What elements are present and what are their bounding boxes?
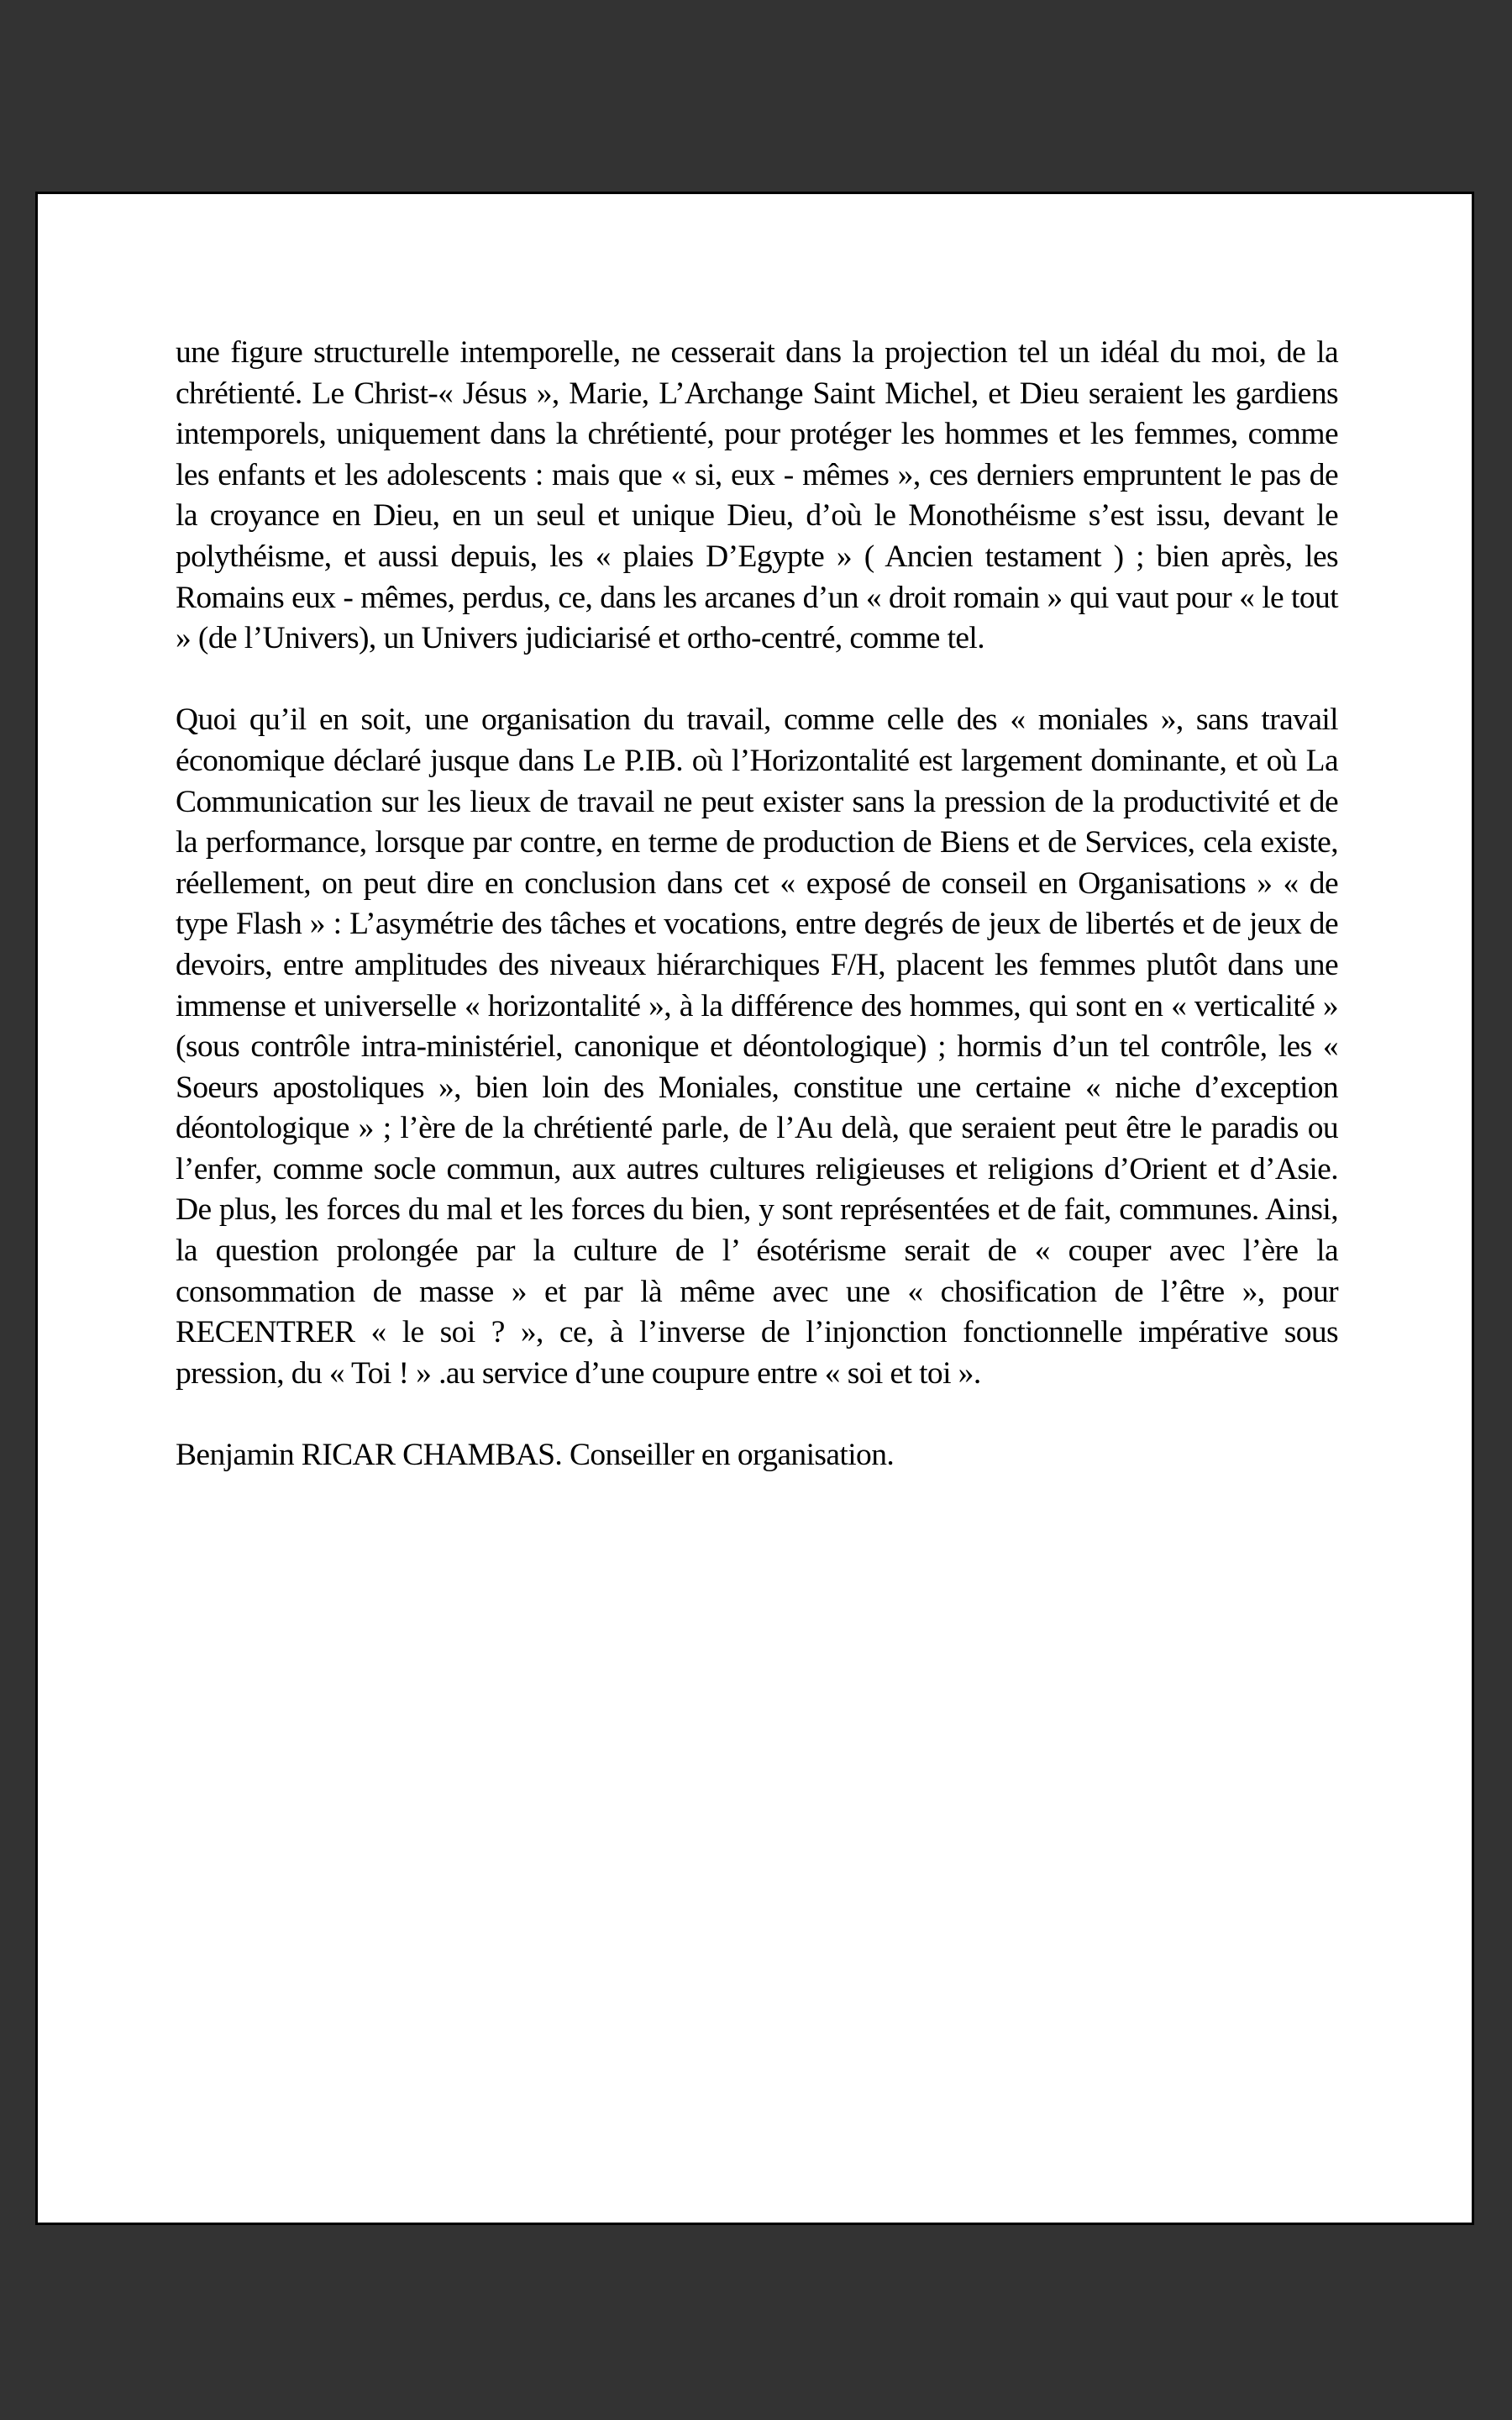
document-body	[176, 333, 1338, 1476]
document-page	[35, 192, 1474, 2225]
author-signature: Benjamin RICAR CHAMBAS. Conseiller en organisation.	[176, 1438, 895, 1473]
paragraph-2: Quoi qu’il en soit, une organisation du travail, comme celle des « moniales », sans travail économique déclaré jusque dans Le P.IB. où l’Horizontalité est largement dominante, et où La Communication sur les lieux de travail ne peut exister sans la pression de la productivité et de la performance, lorsque par contre, en terme de production de Biens et de Services, cela existe, réellement, on peut dire en conclusion dans cet « exposé de conseil en Organisations » « de type Flash » : L’asymétrie des tâches et vocations, entre degrés de jeux de libertés et de jeux de devoirs, entre amplitudes des niveaux hiérarchiques F/H, placent les femmes plutôt dans une immense et universelle « horizontalité », à la différence des hommes, qui sont en « verticalité » (sous contrôle intra-ministériel, canonique et déontologique) ; hormis d’un tel contrôle, les « Soeurs apostoliques », bien loin des Moniales, constitue une certaine « niche d’exception déontologique » ; l’ère de la chrétienté parle, de l’Au delà, que seraient peut être le paradis ou l’enfer, comme socle commun, aux autres cultures religieuses et religions d’Orient et d’Asie. De plus, les forces du mal et les forces du bien, y sont représentées et de fait, communes. Ainsi, la question prolongée par la culture de l’ ésotérisme serait de « couper avec l’ère la consommation de masse » et par là même avec une « chosification de l’être », pour RECENTRER « le soi ? », ce, à l’inverse de l’injonction fonctionnelle impérative sous pression, du « Toi ! » .au service d’une coupure entre « soi et toi ».	[176, 702, 1338, 1391]
paragraph-1: une figure structurelle intemporelle, ne cesserait dans la projection tel un idéal du moi, de la chrétienté. Le Christ-« Jésus », Marie, L’Archange Saint Michel, et Dieu seraient les gardiens intemporels, uniquement dans la chrétienté, pour protéger les hommes et les femmes, comme les enfants et les adolescents : mais que « si, eux - mêmes », ces derniers empruntent le pas de la croyance en Dieu, en un seul et unique Dieu, d’où le Monothéisme s’est issu, devant le polythéisme, et aussi depuis, les « plaies D’Egypte » ( Ancien testament ) ; bien après, les Romains eux - mêmes, perdus, ce, dans les arcanes d’un « droit romain » qui vaut pour « le tout » (de l’Univers), un Univers judiciarisé et ortho-centré, comme tel.	[176, 335, 1338, 656]
